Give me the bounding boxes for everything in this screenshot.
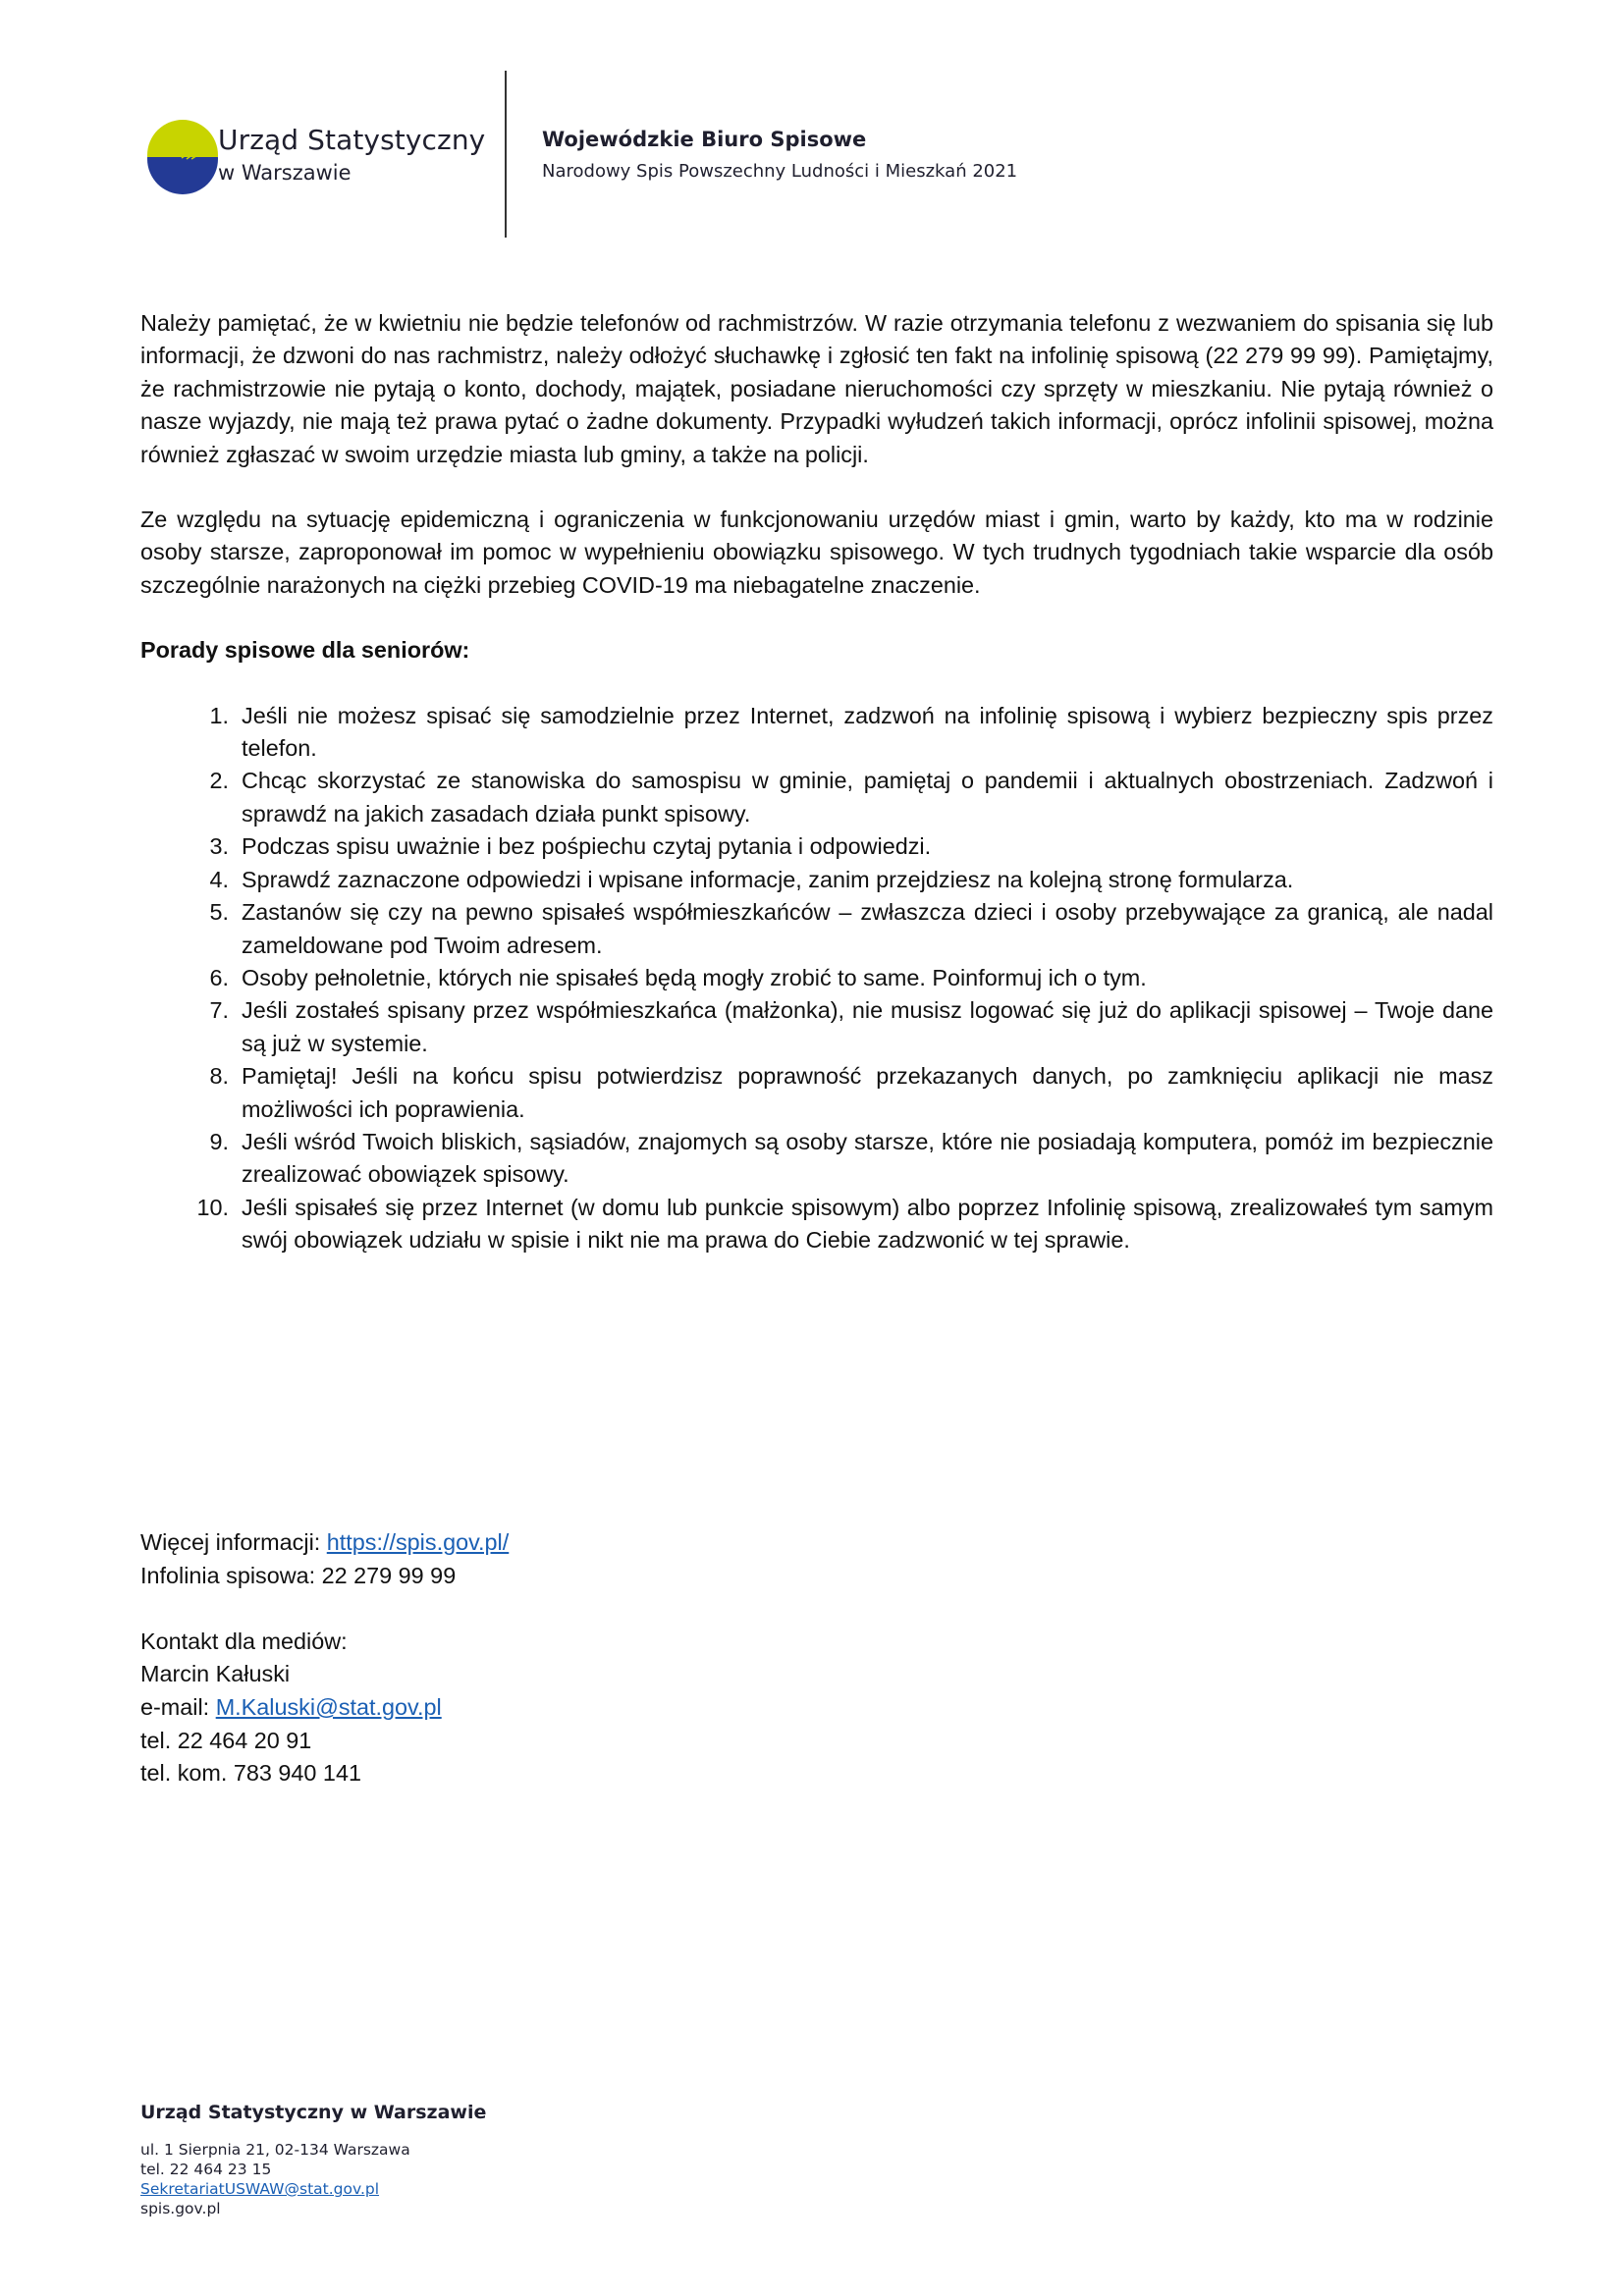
media-contact-label: Kontakt dla mediów: bbox=[140, 1628, 348, 1654]
list-item-text: Osoby pełnoletnie, których nie spisałeś będą mogły zrobić to same. Poinformuj ich o tym. bbox=[242, 964, 1147, 990]
list-item-text: Jeśli nie możesz spisać się samodzielnie przez Internet, zadzwoń na infolinię spisową i wybierz bezpieczny spis przez telefon. bbox=[242, 702, 1493, 762]
list-item bbox=[140, 700, 1493, 766]
list-item bbox=[140, 830, 1493, 863]
letterhead bbox=[0, 0, 1624, 255]
paragraph: Należy pamiętać, że w kwietniu nie będzie telefonów od rachmistrzów. W razie otrzymania telefonu z wezwaniem do spisania się lub informacji, że dzwoni do nas rachmistrz, należy odłożyć słuchawkę i zgłosić ten fakt na infolinię spisową (22 279 99 99). Pamiętajmy, że rachmistrzowie nie pytają o konto, dochody, majątek, posiadane nieruchomości czy sprzęty w mieszkaniu. Nie pytają również o nasze wyjazdy, nie mają też prawa pytać o żadne dokumenty. Przypadki wyłudzeń takich informacji, oprócz infolinii spisowej, można również zgłaszać w swoim urzędzie miasta lub gminy, a także na policji. bbox=[140, 310, 1493, 467]
more-info-line bbox=[140, 1526, 1024, 1560]
footer-phone: tel. 22 464 23 15 bbox=[140, 2161, 272, 2178]
contact-section bbox=[140, 1526, 1024, 1790]
list-item-text: Jeśli wśród Twoich bliskich, sąsiadów, znajomych są osoby starsze, które nie posiadają komputera, pomóż im bezpiecznie zrealizować obowiązek spisowy. bbox=[242, 1128, 1493, 1188]
list-number: 7. bbox=[209, 997, 229, 1024]
list-item bbox=[140, 864, 1493, 896]
list-number: 10. bbox=[196, 1194, 229, 1220]
list-number: 6. bbox=[209, 964, 229, 990]
list-item bbox=[140, 1126, 1493, 1192]
paragraph: Ze względu na sytuację epidemiczną i ograniczenia w funkcjonowaniu urzędów miast i gmin, warto by każdy, kto ma w rodzinie osoby starsze, zaproponował im pomoc w wypełnieniu obowiązku spisowego. W tych trudnych tygodniach takie wsparcie dla osób szczególnie narażonych na ciężki przebieg COVID-19 ma niebagatelne znaczenie. bbox=[140, 507, 1493, 598]
footer-address: ul. 1 Sierpnia 21, 02-134 Warszawa bbox=[140, 2141, 410, 2159]
office-title: Wojewódzkie Biuro Spisowe bbox=[542, 128, 867, 151]
email-link[interactable]: M.Kaluski@stat.gov.pl bbox=[215, 1693, 442, 1720]
more-info-label: Więcej informacji: bbox=[140, 1529, 327, 1555]
list-number: 1. bbox=[209, 702, 229, 728]
email-line bbox=[140, 1691, 1024, 1725]
contact-person: Marcin Kałuski bbox=[140, 1661, 291, 1687]
list-item-text: Jeśli spisałeś się przez Internet (w domu lub punkcie spisowym) albo poprzez Infolinię spisową, zrealizowałeś tym samym swój obowiązek udziału w spisie i nikt nie ma prawa do Ciebie zadzwonić w tej sprawie. bbox=[242, 1194, 1493, 1254]
list-number: 2. bbox=[209, 768, 229, 794]
tips-heading: Porady spisowe dla seniorów: bbox=[140, 637, 470, 664]
list-number: 3. bbox=[209, 833, 229, 860]
office-subtitle: Narodowy Spis Powszechny Ludności i Mieszkań 2021 bbox=[542, 161, 1018, 182]
list-item bbox=[140, 994, 1493, 1060]
list-item bbox=[140, 1192, 1493, 1257]
document-body bbox=[140, 307, 1493, 1257]
list-number: 4. bbox=[209, 866, 229, 892]
org-name: Urząd Statystyczny bbox=[218, 124, 486, 156]
list-item-text: Jeśli zostałeś spisany przez współmieszkańca (małżonka), nie musisz logować się już do aplikacji spisowej – Twoje dane są już w systemie. bbox=[242, 997, 1493, 1056]
list-item-text: Pamiętaj! Jeśli na końcu spisu potwierdzisz poprawność przekazanych danych, po zamknięciu aplikacji nie masz możliwości ich poprawienia. bbox=[242, 1063, 1493, 1122]
list-item bbox=[140, 1060, 1493, 1126]
list-item-text: Chcąc skorzystać ze stanowiska do samospisu w gminie, pamiętaj o pandemii i aktualnych obostrzeniach. Zadzwoń i sprawdź na jakich zasadach działa punkt spisowy. bbox=[242, 768, 1493, 827]
list-number: 8. bbox=[209, 1063, 229, 1090]
list-item bbox=[140, 765, 1493, 830]
list-item bbox=[140, 896, 1493, 962]
list-item bbox=[140, 962, 1493, 994]
more-info-link[interactable]: https://spis.gov.pl/ bbox=[326, 1529, 510, 1555]
list-item-text: Podczas spisu uważnie i bez pośpiechu czytaj pytania i odpowiedzi. bbox=[242, 833, 932, 860]
mobile-line: tel. kom. 783 940 141 bbox=[140, 1760, 361, 1787]
hotline-line: Infolinia spisowa: 22 279 99 99 bbox=[140, 1562, 457, 1588]
email-label: e-mail: bbox=[140, 1693, 216, 1720]
phone-line: tel. 22 464 20 91 bbox=[140, 1727, 312, 1753]
footer-website: spis.gov.pl bbox=[140, 2200, 221, 2217]
list-number: 5. bbox=[209, 899, 229, 926]
list-number: 9. bbox=[209, 1128, 229, 1154]
list-item-text: Sprawdź zaznaczone odpowiedzi i wpisane informacje, zanim przejdziesz na kolejną stronę formularza. bbox=[242, 866, 1294, 892]
list-item-text: Zastanów się czy na pewno spisałeś współmieszkańców – zwłaszcza dzieci i osoby przebywające za granicą, ale nadal zameldowane pod Twoim adresem. bbox=[242, 899, 1493, 958]
footer-title: Urząd Statystyczny w Warszawie bbox=[140, 2102, 487, 2123]
org-subname: w Warszawie bbox=[218, 161, 352, 185]
header-divider bbox=[505, 71, 507, 238]
footer-email-link[interactable]: SekretariatUSWAW@stat.gov.pl bbox=[140, 2180, 380, 2198]
footer bbox=[140, 2101, 730, 2218]
tips-list bbox=[140, 700, 1493, 1257]
